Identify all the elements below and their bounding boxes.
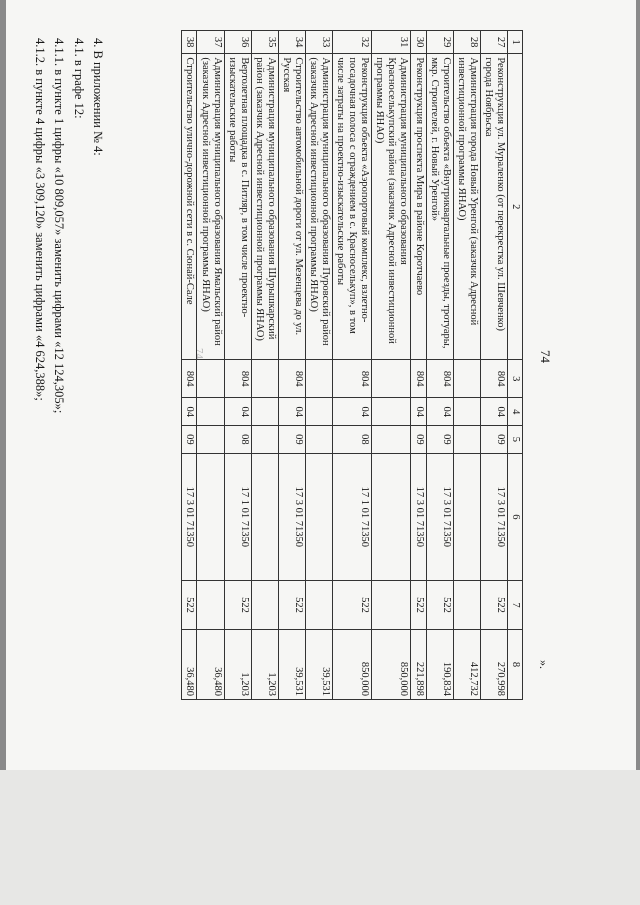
expense-type-cell <box>453 581 480 630</box>
table-row <box>197 31 224 700</box>
section-cell <box>197 398 224 426</box>
row-name-cell: Администрация муниципального образования Шурышкарский район (заказчик Адресной инвестиционной программы ЯНАО) <box>251 54 278 360</box>
amount-cell: 850,000 <box>333 629 372 699</box>
amendment-line: 4.1.1. в пункте 1 цифры «10 809,057» заменить цифрами «12 124,305»; <box>52 38 67 414</box>
row-name-cell: Администрация муниципального образования Пуровский район (заказчик Адресной инвестиционной программы ЯНАО) <box>306 54 333 360</box>
ministry-code-cell: 804 <box>480 360 507 398</box>
amount-cell: 850,000 <box>372 629 411 699</box>
expense-type-cell: 522 <box>333 581 372 630</box>
amendment-text <box>30 38 108 698</box>
row-name-cell: Строительство объекта «Внутриквартальные проезды, тротуары, мкр. Строителей, г. Новый Уренгой» <box>426 54 453 360</box>
target-article-cell: 17 1 01 71350 <box>333 453 372 580</box>
target-article-cell <box>251 453 278 580</box>
expense-type-cell <box>372 581 411 630</box>
ghost-page-number: 74 <box>193 348 205 359</box>
closing-quote: ». <box>537 660 551 669</box>
target-article-cell <box>197 453 224 580</box>
section-cell <box>306 398 333 426</box>
expense-type-cell <box>197 581 224 630</box>
ministry-code-cell <box>306 360 333 398</box>
ministry-code-cell: 804 <box>278 360 305 398</box>
header-cell: 6 <box>507 453 522 580</box>
target-article-cell: 17 1 01 71350 <box>224 453 251 580</box>
target-article-cell <box>372 453 411 580</box>
subsection-cell: 09 <box>480 426 507 454</box>
section-cell: 04 <box>224 398 251 426</box>
table-row <box>224 31 251 700</box>
amount-cell: 1,203 <box>251 629 278 699</box>
amendment-line: 4.1. в графе 12: <box>71 38 86 119</box>
target-article-cell <box>306 453 333 580</box>
table-row <box>306 31 333 700</box>
target-article-cell: 17 3 01 71350 <box>278 453 305 580</box>
scan-background <box>0 770 640 905</box>
header-cell: 5 <box>507 426 522 454</box>
table-row <box>372 31 411 700</box>
table-row <box>453 31 480 700</box>
amount-cell: 36,480 <box>197 629 224 699</box>
row-number-cell: 32 <box>333 31 372 54</box>
section-cell <box>453 398 480 426</box>
expense-type-cell: 522 <box>224 581 251 630</box>
subsection-cell <box>453 426 480 454</box>
section-cell: 04 <box>480 398 507 426</box>
subsection-cell: 09 <box>411 426 426 454</box>
subsection-cell <box>372 426 411 454</box>
expense-type-cell: 522 <box>480 581 507 630</box>
expense-type-cell: 522 <box>278 581 305 630</box>
row-name-cell: Администрация муниципального образования Ямальский район (заказчик Адресной инвестиционной программы ЯНАО) <box>197 54 224 360</box>
target-article-cell: 17 3 01 71350 <box>411 453 426 580</box>
section-cell: 04 <box>333 398 372 426</box>
row-number-cell: 28 <box>453 31 480 54</box>
ministry-code-cell <box>453 360 480 398</box>
section-cell: 04 <box>411 398 426 426</box>
section-cell: 04 <box>426 398 453 426</box>
row-number-cell: 30 <box>411 31 426 54</box>
expense-type-cell: 522 <box>182 581 197 630</box>
amount-cell: 36,480 <box>182 629 197 699</box>
subsection-cell: 08 <box>224 426 251 454</box>
amendment-line: 4. В приложении № 4: <box>91 38 105 156</box>
row-number-cell: 37 <box>197 31 224 54</box>
ministry-code-cell: 804 <box>224 360 251 398</box>
row-number-cell: 33 <box>306 31 333 54</box>
amount-cell: 1,203 <box>224 629 251 699</box>
header-cell: 1 <box>507 31 522 54</box>
row-number-cell: 29 <box>426 31 453 54</box>
row-number-cell: 38 <box>182 31 197 54</box>
table-header-row <box>507 31 522 700</box>
rotated-page-content <box>5 0 575 740</box>
row-name-cell: Строительство автомобильной дороги от ул. Мезенцева до ул. Русская <box>278 54 305 360</box>
row-number-cell: 36 <box>224 31 251 54</box>
ministry-code-cell: 804 <box>426 360 453 398</box>
row-name-cell: Реконструкция проспекта Мира в районе Коротчаево <box>411 54 426 360</box>
subsection-cell: 09 <box>426 426 453 454</box>
amendment-line: 4.1.2. в пункте 4 цифры «3 309,120» заменить цифрами «4 624,388»; <box>32 38 47 401</box>
target-article-cell <box>453 453 480 580</box>
table-row <box>251 31 278 700</box>
ministry-code-cell: 804 <box>411 360 426 398</box>
row-name-cell: Реконструкция объекта «Аэропортовый комплекс, взлетно-посадочная полоса с ограждением в с. Красноселькуп», в том числе затраты на проектно-изыскательские работы <box>333 54 372 360</box>
expense-type-cell <box>251 581 278 630</box>
budget-table <box>181 30 523 700</box>
subsection-cell: 09 <box>278 426 305 454</box>
row-name-cell: Администрация муниципального образования Красноселькупский район (заказчик Адресной инвестиционной программы ЯНАО) <box>372 54 411 360</box>
expense-type-cell <box>306 581 333 630</box>
row-name-cell: Вертолетная площадка в с. Питляр, в том числе проектно-изыскательские работы <box>224 54 251 360</box>
target-article-cell: 17 3 01 71350 <box>426 453 453 580</box>
ministry-code-cell: 804 <box>182 360 197 398</box>
section-cell: 04 <box>182 398 197 426</box>
subsection-cell: 08 <box>333 426 372 454</box>
table-row <box>411 31 426 700</box>
table-body <box>182 31 508 700</box>
row-number-cell: 35 <box>251 31 278 54</box>
expense-type-cell: 522 <box>426 581 453 630</box>
row-name-cell: Строительство улично-дорожной сети в с. Сюнай-Сале <box>182 54 197 360</box>
header-cell: 2 <box>507 54 522 360</box>
header-cell: 7 <box>507 581 522 630</box>
ministry-code-cell <box>197 360 224 398</box>
amount-cell: 39,531 <box>306 629 333 699</box>
row-number-cell: 31 <box>372 31 411 54</box>
section-cell <box>251 398 278 426</box>
target-article-cell: 17 3 01 71350 <box>182 453 197 580</box>
table-row <box>278 31 305 700</box>
amount-cell: 270,998 <box>480 629 507 699</box>
amount-cell: 412,732 <box>453 629 480 699</box>
subsection-cell <box>251 426 278 454</box>
page-number: 74 <box>538 350 553 363</box>
subsection-cell <box>306 426 333 454</box>
header-cell: 8 <box>507 629 522 699</box>
amount-cell: 221,898 <box>411 629 426 699</box>
row-number-cell: 34 <box>278 31 305 54</box>
section-cell <box>372 398 411 426</box>
table-row <box>426 31 453 700</box>
expense-type-cell: 522 <box>411 581 426 630</box>
ministry-code-cell <box>251 360 278 398</box>
amount-cell: 39,531 <box>278 629 305 699</box>
subsection-cell <box>197 426 224 454</box>
amount-cell: 190,834 <box>426 629 453 699</box>
section-cell: 04 <box>278 398 305 426</box>
table-row <box>333 31 372 700</box>
subsection-cell: 09 <box>182 426 197 454</box>
target-article-cell: 17 3 01 71350 <box>480 453 507 580</box>
ministry-code-cell <box>372 360 411 398</box>
row-name-cell: Администрация города Новый Уренгой (заказчик Адресной инвестиционной программы ЯНАО) <box>453 54 480 360</box>
row-name-cell: Реконструкция ул. Мураленко (от перекрестка ул. Шевченко) города Ноябрьска <box>480 54 507 360</box>
header-cell: 3 <box>507 360 522 398</box>
table-row <box>182 31 197 700</box>
row-number-cell: 27 <box>480 31 507 54</box>
header-cell: 4 <box>507 398 522 426</box>
table-row <box>480 31 507 700</box>
ministry-code-cell: 804 <box>333 360 372 398</box>
